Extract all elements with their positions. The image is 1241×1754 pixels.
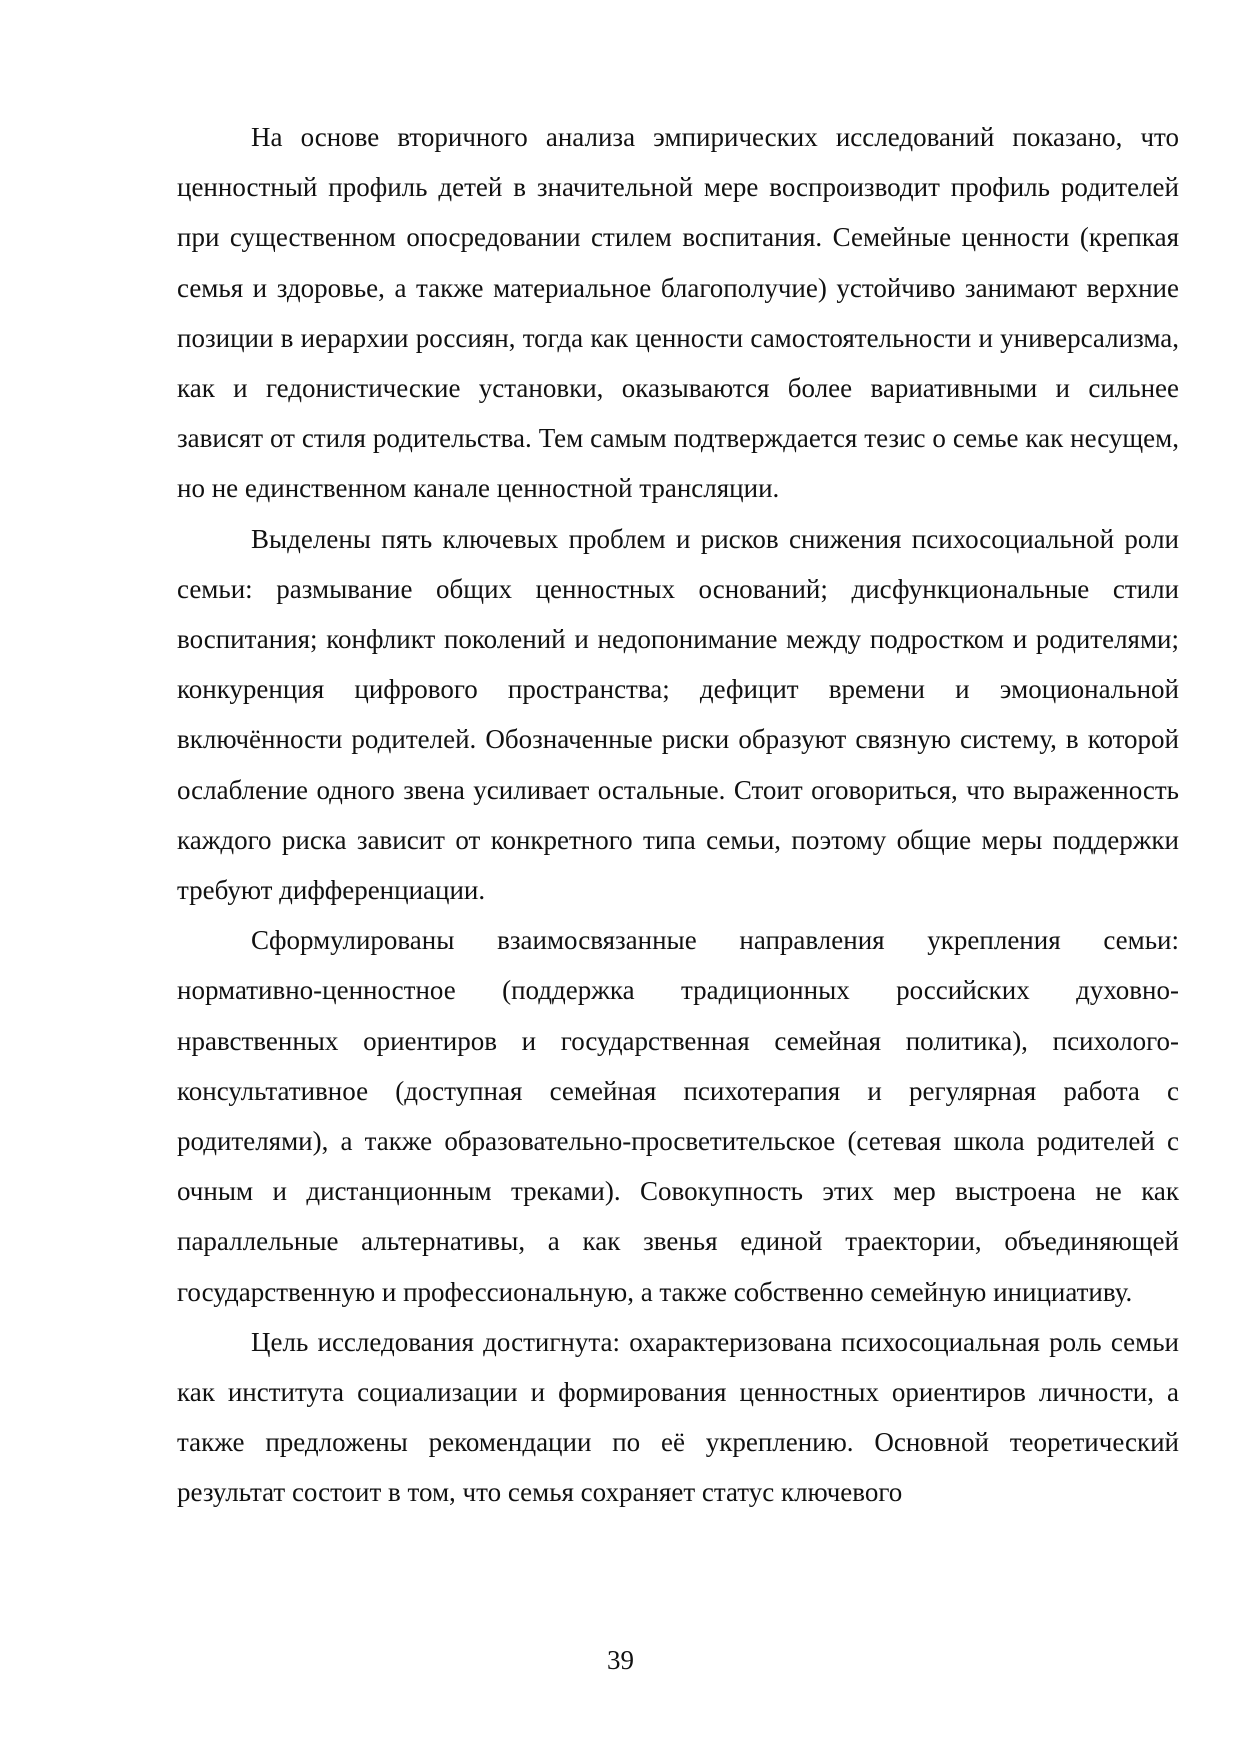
page-number: 39 xyxy=(607,1645,634,1675)
paragraph-conclusion: Цель исследования достигнута: охарактеризована психосоциальная роль семьи как института социализации и формирования ценностных ориентиров личности, а также предложены рекомендации по её укреплению. Основной теоретический результат состоит в том, что семья сохраняет статус ключевого xyxy=(177,1326,1179,1508)
body-text xyxy=(177,112,1179,1518)
paragraph-risks: Выделены пять ключевых проблем и рисков снижения психосоциальной роли семьи: размывание общих ценностных оснований; дисфункциональные стили воспитания; конфликт поколений и недопонимание между подростком и родителями; конкуренция цифрового пространства; дефицит времени и эмоциональной включённости родителей. Обозначенные риски образуют связную систему, в которой ослабление одного звена усиливает остальные. Стоит оговориться, что выраженность каждого риска зависит от конкретного типа семьи, поэтому общие меры поддержки требуют дифференциации. xyxy=(177,523,1179,906)
paragraph-directions: Сформулированы взаимосвязанные направления укрепления семьи: нормативно-ценностное (поддержка традиционных российских духовно-нравственных ориентиров и государственная семейная политика), психолого-консультативное (доступная семейная психотерапия и регулярная работа с родителями), а также образовательно-просветительское (сетевая школа родителей с очным и дистанционным треками). Совокупность этих мер выстроена не как параллельные альтернативы, а как звенья единой траектории, объединяющей государственную и профессиональную, а также собственно семейную инициативу. xyxy=(177,925,1179,1307)
paragraph-values-profile: На основе вторичного анализа эмпирических исследований показано, что ценностный профиль детей в значительной мере воспроизводит профиль родителей при существенном опосредовании стилем воспитания. Семейные ценности (крепкая семья и здоровье, а также материальное благополучие) устойчиво занимают верхние позиции в иерархии россиян, тогда как ценности самостоятельности и универсализма, как и гедонистические установки, оказываются более вариативными и сильнее зависят от стиля родительства. Тем самым подтверждается тезис о семье как несущем, но не единственном канале ценностной трансляции. xyxy=(177,122,1179,504)
